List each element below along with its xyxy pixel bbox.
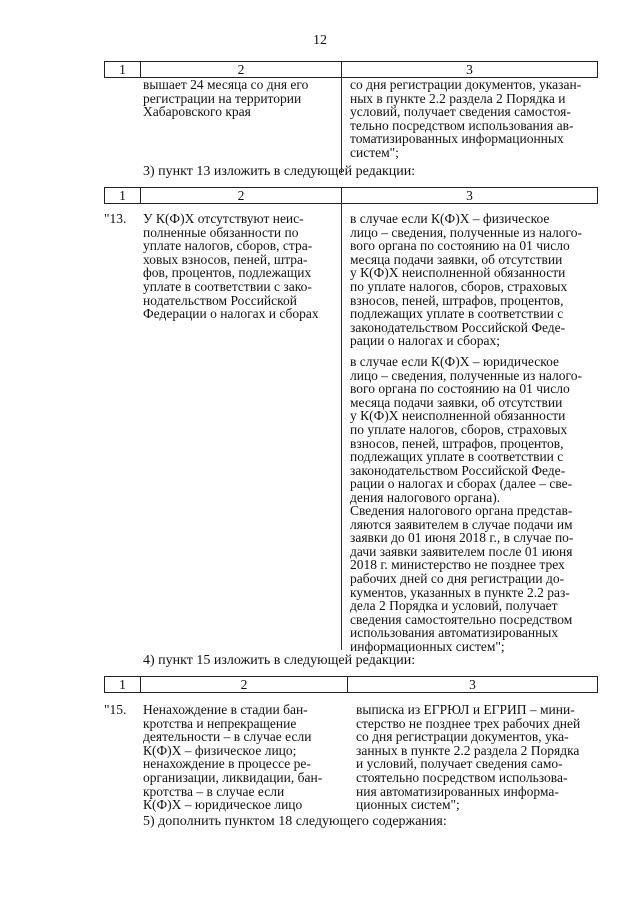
paragraph-4: 4) пункт 15 изложить в следующей редакции: [143, 653, 416, 668]
column-number-3: 3 [342, 188, 598, 204]
column-divider [341, 77, 342, 173]
block1-col2-text: вышает 24 месяца со дня его регистрации на территории Хабаровского края [143, 77, 309, 120]
block3-col3-text: выписка из ЕГРЮЛ и ЕГРИП – мини- стерство не позднее трех рабочих дней со дня регистрации документов, ука- занных в пункте 2.2 раздела 2 Порядка и условий, получает сведения само- стоятельно посредством использова- ния автоматизированных информа- ционных систем"; [356, 702, 581, 813]
block1-col3-text: со дня регистрации документов, указан- ных в пункте 2.2 раздела 2 Порядка и условий, получает сведения самостоя- тельно посредством использования ав- томатизированных информационных систем"; [350, 77, 582, 160]
column-number-2: 2 [141, 188, 342, 204]
table-header-2 [104, 187, 598, 204]
column-number-1: 1 [105, 62, 141, 78]
page-number: 12 [313, 33, 327, 48]
table-header-3 [104, 676, 598, 693]
table-header-1 [104, 61, 598, 78]
paragraph-5: 5) дополнить пунктом 18 следующего содержания: [143, 814, 447, 829]
block2-col3-paragraph-b: в случае если К(Ф)Х – юридическое лицо – сведения, полученные из налого- вого органа по состоянию на 01 число месяца подачи заявки, об отсутствии у К(Ф)Х неисполненной обязанности по уплате налогов, сборов, страховых взносов, пеней, штрафов, процентов, подлежащих уплате в соответствии с законодательством Российской Феде- рации о налогах и сборах (далее – све- дения налогового органа). [350, 354, 582, 505]
block2-col3-paragraph-c: Сведения налогового органа представ- ляются заявителем в случае подачи им заявки до 01 июня 2018 г., в случае по- дачи заявки заявителем после 01 июня 2018 г. министерство не позднее трех рабочих дней со дня регистрации до- кументов, указанных в пункте 2.2 раз- дела 2 Порядка и условий, получает сведения самостоятельно посредством использования автоматизированных информационных систем"; [350, 503, 574, 654]
block2-item-number: "13. [104, 211, 127, 226]
paragraph-3: 3) пункт 13 изложить в следующей редакции: [143, 164, 416, 179]
column-divider [341, 203, 342, 650]
block2-col2-text: У К(Ф)Х отсутствуют неис- полненные обязанности по уплате налогов, сборов, стра- ховых взносов, пеней, штра- фов, процентов, подлежащих уплате в соответствии с зако- нодательством Российской Федерации о налогах и сборах [143, 211, 319, 322]
column-number-1: 1 [105, 677, 141, 693]
block2-col3-paragraph-a: в случае если К(Ф)Х – физическое лицо – сведения, полученные из налого- вого органа по состоянию на 01 число месяца подачи заявки, об отсутствии у К(Ф)Х неисполненной обязанности по уплате налогов, сборов, страховых взносов, пеней, штрафов, процентов, подлежащих уплате в соответствии с законодательством Российской Феде- рации о налогах и сборах; [350, 211, 582, 349]
column-number-2: 2 [141, 62, 342, 78]
column-number-3: 3 [348, 677, 598, 693]
column-number-2: 2 [141, 677, 348, 693]
column-number-3: 3 [342, 62, 598, 78]
column-number-1: 1 [105, 188, 141, 204]
block3-item-number: "15. [104, 702, 127, 717]
block3-col2-text: Ненахождение в стадии бан- кротства и непрекращение деятельности – в случае если К(Ф)Х – физическое лицо; ненахождение в процессе ре- организации, ликвидации, бан- кротства – в случае если К(Ф)Х – юридическое лицо [143, 702, 323, 813]
